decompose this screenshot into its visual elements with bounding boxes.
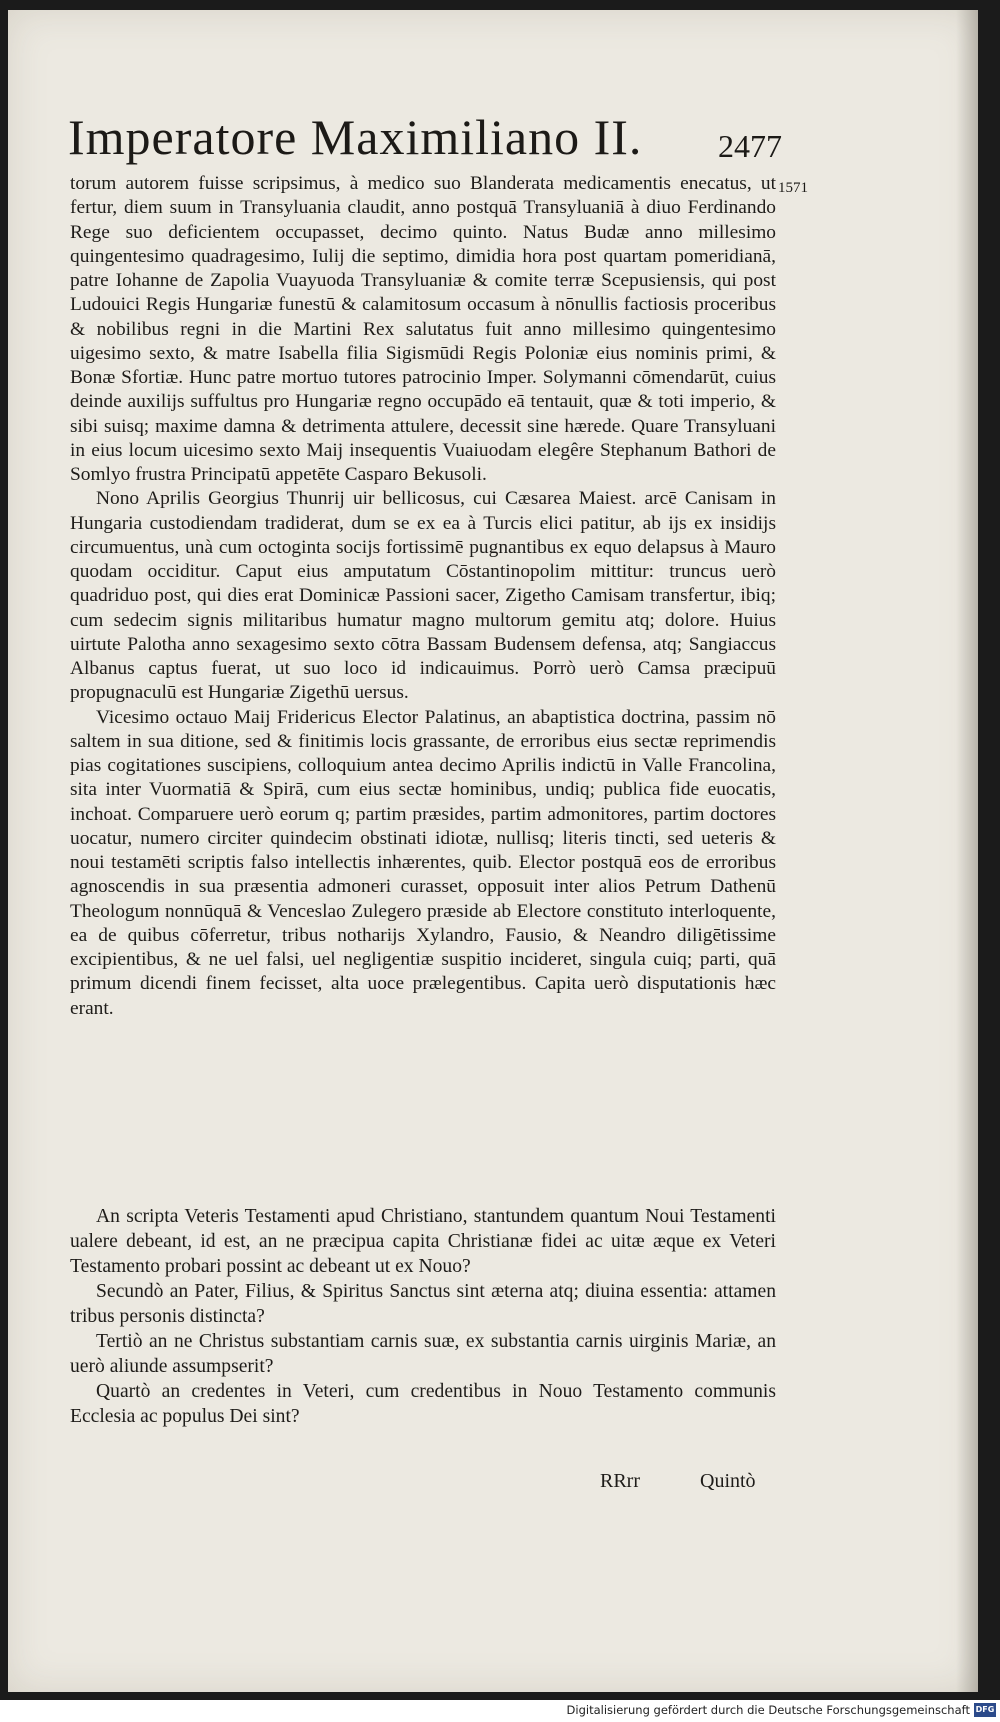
page-edge-shadow xyxy=(956,10,978,1692)
catchword: Quintò xyxy=(700,1470,756,1492)
question-3: Tertiò an ne Christus substantiam carnis suæ, ex substantia carnis uirginis Mariæ, an uerò aliunde assumpserit? xyxy=(70,1331,776,1377)
question-4: Quartò an credentes in Veteri, cum credentibus in Nouo Testamento communis Ecclesia ac populus Dei sint? xyxy=(70,1381,776,1427)
margin-year-note: 1571 xyxy=(778,180,808,196)
funding-credit: Digitalisierung gefördert durch die Deutsche Forschungsgemeinschaft xyxy=(566,1703,970,1717)
paragraph-2: Nono Aprilis Georgius Thunrij uir bellicosus, cui Cæsarea Maiest. arcē Canisam in Hungaria custodiendam tradiderat, dum se ex ea à Turcis elici patitur, ab ijs ex insidijs circumuentus, unà cum octoginta socijs fortissimē pugnantibus ex equo delapsus à Mauro quodam occiditur. Caput eius amputatum Cōstantinopolim mittitur: truncus uerò quadriduo post, qui dies erat Dominicæ Passioni sacer, Zigetho Camisam transfertur, ibiq; cum sedecim signis militaribus humatur magno multorum gemitu atq; dolore. Huius uirtute Palotha anno sexagesimo sexto cōtra Bassam Budensem defensa, atq; Sangiaccus Albanus captus fuerat, ut suo loco id indicauimus. Porrò uerò Camsa præcipuū propugnaculū est Hungariæ Zigethū uersus. xyxy=(70,488,776,704)
signature-mark: RRrr xyxy=(600,1470,640,1492)
question-2: Secundò an Pater, Filius, & Spiritus Sanctus sint æterna atq; diuina essentia: attamen tribus personis distincta? xyxy=(70,1281,776,1327)
disputation-questions xyxy=(70,1204,776,1429)
dfg-logo: DFG xyxy=(974,1703,996,1717)
page-number: 2477 xyxy=(718,128,782,164)
question-1: An scripta Veteris Testamenti apud Christiano, stantundem quantum Noui Testamenti ualere debeant, id est, an ne præcipua capita Christianæ fidei ac uitæ æque ex Veteri Testamento probari possint ac debeant ut ex Nouo? xyxy=(70,1206,776,1277)
footer-bar xyxy=(0,1700,1000,1722)
body-text xyxy=(70,172,776,1021)
paragraph-3: Vicesimo octauo Maij Fridericus Elector Palatinus, an abaptistica doctrina, passim nō saltem in sua ditione, sed & finitimis locis grassante, de erroribus eius sectæ reprimendis pias cogitationes suscipiens, colloquium antea decimo Aprilis indictū in Valle Francolina, sita inter Vuormatiā & Spirā, cum eius sectæ hominibus, undiq; publica fide euocatis, inchoat. Comparuere uerò eorum q; partim præsides, partim admonitores, partim doctores uocatur, numero circiter quindecim obstinati idiotæ, nullisq; literis tincti, sed ueteris & noui testamēti scriptis falso intellectis inhærentes, quib. Elector postquā eos de erroribus agnoscendis in sua præsentia admoneri curasset, opposuit inter alios Petrum Dathenū Theologum nonnūquā & Venceslao Zulegero præside ab Electore constituto interloquente, ea de quibus cōferretur, tribus notharijs Xylandro, Fausio, & Neandro diligētissime excipientibus, & ne uel falsi, uel negligentiæ suspitio incideret, singula cuiq; parti, quā primum dicendi finem fecisset, alta uoce prælegentibus. Capita uerò disputationis hæc erant. xyxy=(70,706,776,1019)
running-head: Imperatore Maximiliano II. xyxy=(68,109,643,165)
paragraph-1: torum autorem fuisse scripsimus, à medico suo Blanderata medicamentis enecatus, ut fertur, diem suum in Transyluania claudit, anno postquā Transyluaniā à diuo Ferdinando Rege suo deficientem occupasset, decimo quinto. Natus Budæ anno millesimo quingentesimo quadragesimo, Iulij die septimo, dimidia hora post quartam pomeridianā, patre Iohanne de Zapolia Vuayuoda Transyluaniæ & comite terræ Scepusiensis, qui post Ludouici Regis Hungariæ funestū & calamitosum occasum à nōnullis factiosis proceribus & nobilibus regni in die Martini Rex salutatus fuit anno millesimo quingentesimo uigesimo sexto, & matre Isabella filia Sigismūdi Regis Poloniæ eius nominis primi, & Bonæ Sfortiæ. Hunc patre mortuo tutores patrocinio Imper. Solymanni cōmendarūt, cuius deinde auxilijs suffultus pro Hungariæ regno occupādo eā tentauit, quæ & toti imperio, & sibi suisq; maxime damna & detrimenta attulere, decessit sine hærede. Quare Transyluani in eius locum uicesimo sexto Maij insequentis Vuaiuodam elegêre Stephanum Bathori de Somlyo frustra Principatū appetēte Casparo Bekusoli. xyxy=(70,173,776,485)
